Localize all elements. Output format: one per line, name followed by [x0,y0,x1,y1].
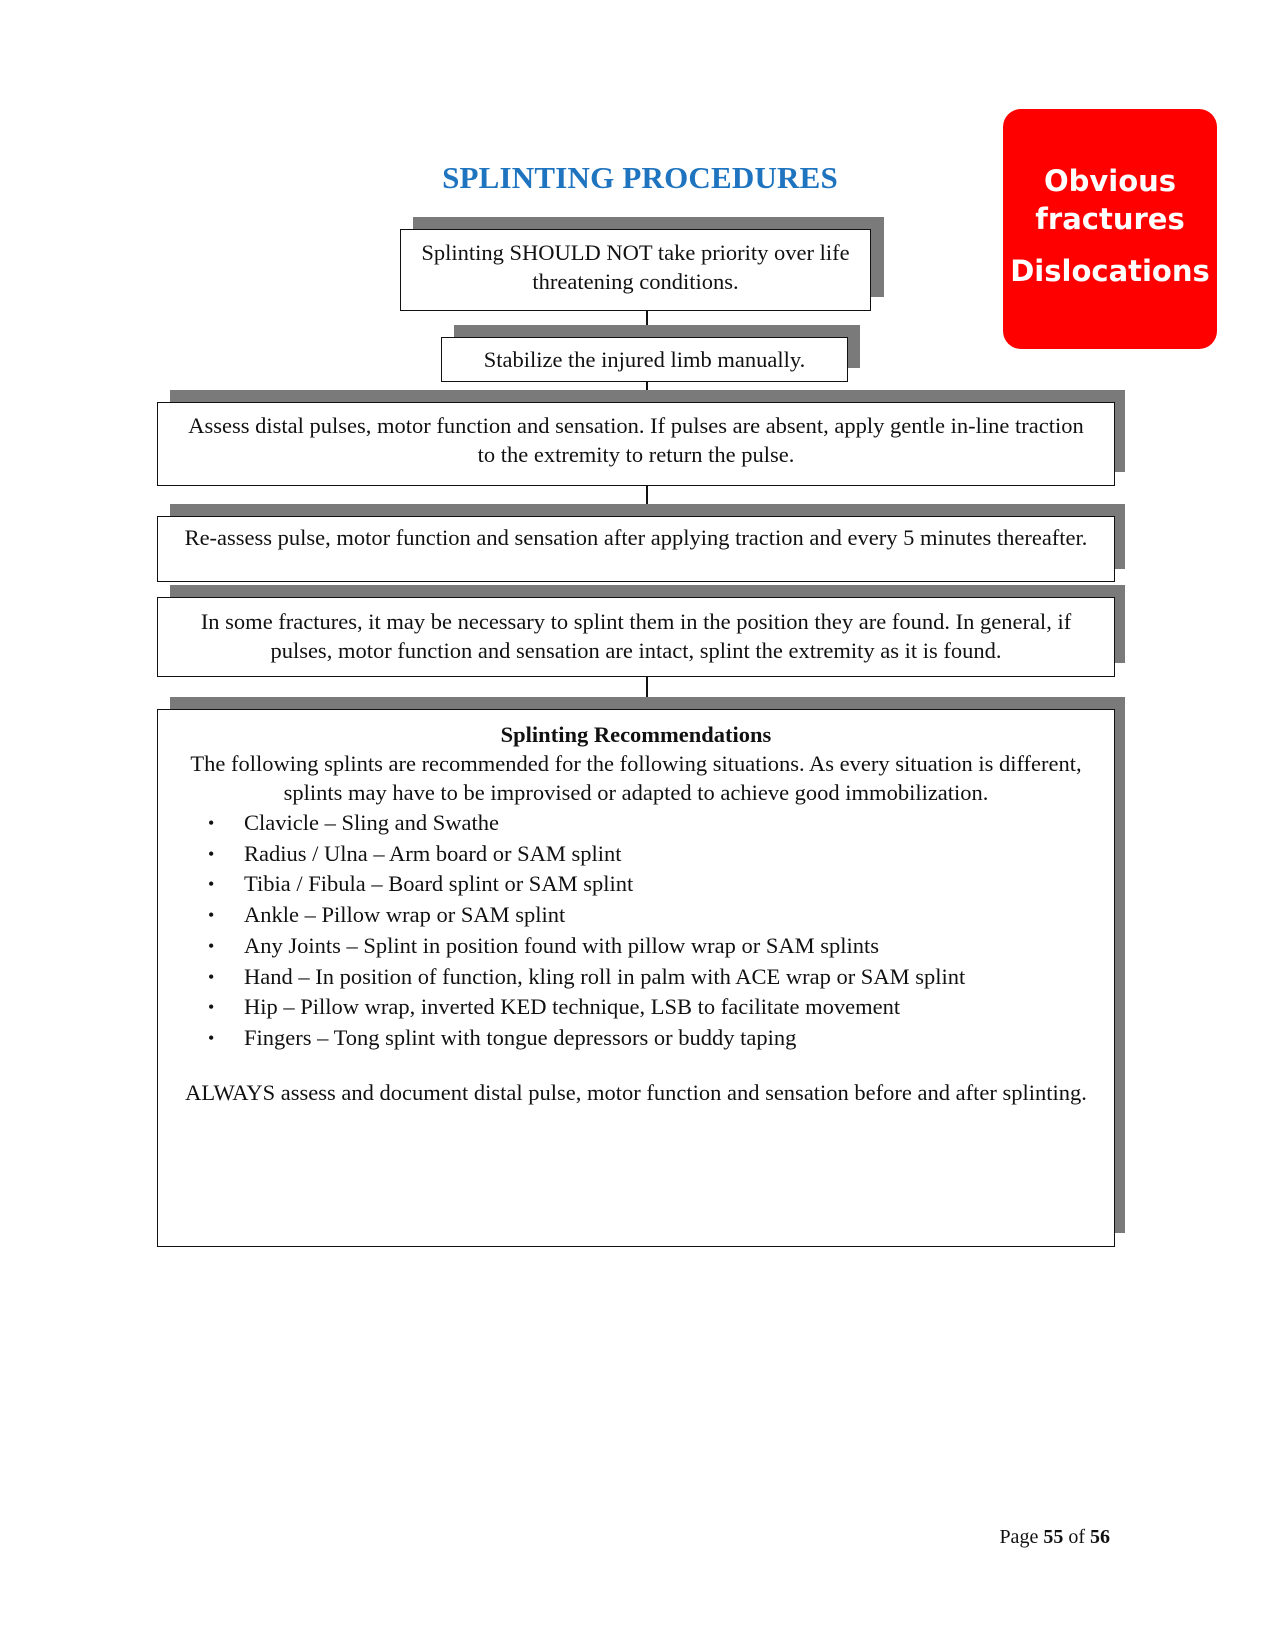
bullet-icon: • [208,1027,215,1048]
page-number [980,1526,1110,1549]
list-item [208,808,965,839]
bullet-icon: • [208,935,215,956]
step-priority-box [400,229,871,311]
bullet-icon: • [208,966,215,987]
step-stabilize-text: Stabilize the injured limb manually. [483,347,806,372]
step-position-text: In some fractures, it may be necessary to splint them in the position they are found. In general, if pulses, motor function and sensation are intact, splint the extremity as it is found. [200,609,1072,663]
step-assess-text: Assess distal pulses, motor function and sensation. If pulses are absent, apply gentle in-line traction to the extremity to return the pulse. [188,413,1084,467]
list-item-text: Fingers – Tong splint with tongue depressors or buddy taping [244,1024,797,1050]
recommendations-final-note: ALWAYS assess and document distal pulse, motor function and sensation before and after splinting. [185,1080,1087,1105]
badge-line-3: Dislocations [1010,254,1210,288]
bullet-icon: • [208,905,215,926]
recommendations-intro: The following splints are recommended for the following situations. As every situation is different, splints may have to be improvised or adapted to achieve good immobilization. [190,751,1082,805]
badge-line-1: Obvious [1043,164,1177,198]
page-total: 56 [1090,1526,1110,1548]
step-assess-box [157,402,1115,486]
step-priority-text: Splinting SHOULD NOT take priority over life threatening conditions. [421,240,850,294]
bullet-icon: • [208,843,215,864]
step-position-box [157,597,1115,677]
step-reassess-text: Re-assess pulse, motor function and sensation after applying traction and every 5 minutes thereafter. [184,525,1088,550]
list-item [208,931,965,962]
bullet-icon: • [208,997,215,1018]
page-of: of [1068,1526,1085,1548]
bullet-icon: • [208,813,215,833]
step-stabilize-box [441,337,848,382]
category-badge [1003,109,1217,349]
recommendations-heading: Splinting Recommendations [500,722,772,747]
list-item-text: Tibia / Fibula – Board splint or SAM splint [244,871,634,897]
list-item-text: Radius / Ulna – Arm board or SAM splint [244,840,622,866]
bullet-icon: • [208,874,215,895]
page-prefix: Page [999,1526,1039,1548]
list-item [208,869,965,900]
list-item [208,1023,965,1054]
badge-line-2: fractures [1035,202,1185,236]
list-item [208,992,965,1023]
page-current: 55 [1043,1526,1064,1548]
step-reassess-box [157,516,1115,582]
list-item-text: Ankle – Pillow wrap or SAM splint [244,902,566,928]
list-item [208,900,965,931]
list-item-text: Hand – In position of function, kling roll in palm with ACE wrap or SAM splint [244,963,966,989]
page-title: SPLINTING PROCEDURES [442,160,838,195]
list-item [208,839,965,870]
recommendations-list [208,808,965,1054]
list-item-text: Clavicle – Sling and Swathe [244,810,499,835]
recommendations-box [157,709,1115,1247]
list-item-text: Hip – Pillow wrap, inverted KED technique, LSB to facilitate movement [244,994,901,1020]
list-item [208,962,965,993]
list-item-text: Any Joints – Splint in position found with pillow wrap or SAM splints [244,932,880,958]
